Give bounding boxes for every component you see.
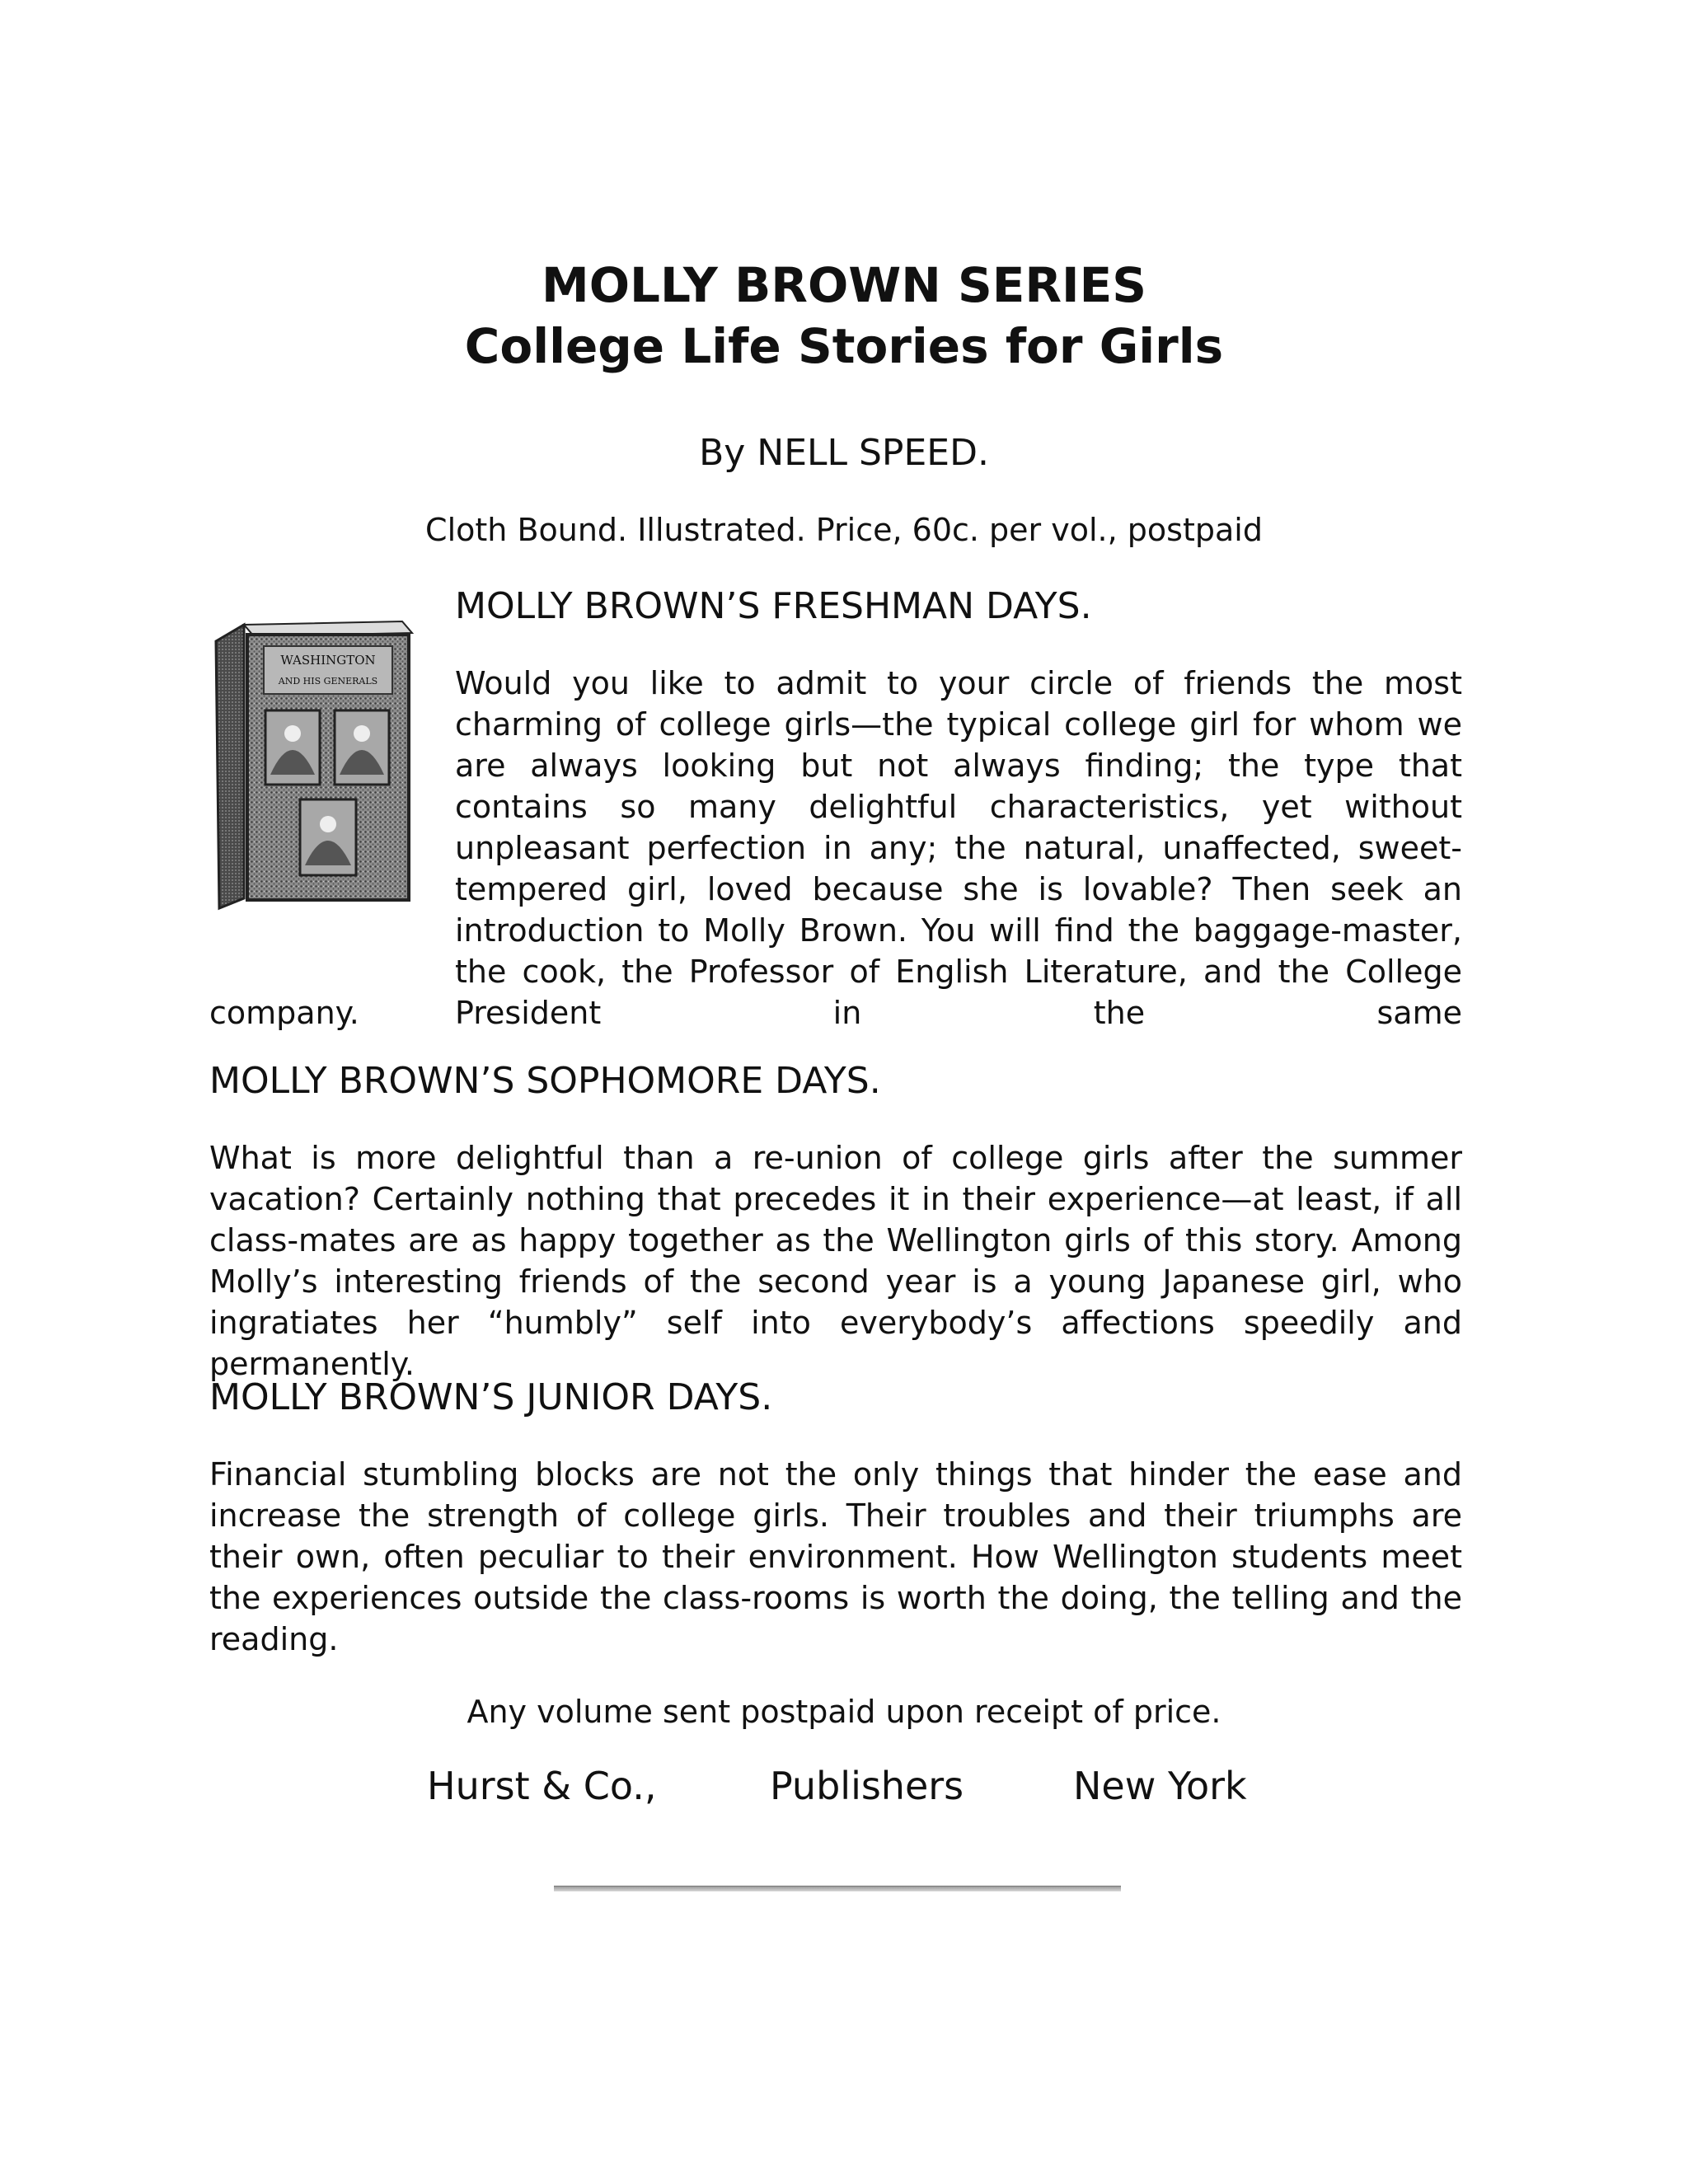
horizontal-rule (554, 1886, 1121, 1891)
section-heading-freshman: MOLLY BROWN’S FRESHMAN DAYS. (455, 585, 1092, 627)
section-text-sophomore: What is more delightful than a re-union of college girls after the summer vacation? Certainly nothing that precedes it in their experience—at least, if all class-mates are as happy together as the Wellington girls of this story. Among Molly’s interesting friends of the second year is a young Japanese girl, who ingratiates her “humbly” self into everybody’s affections speedily and permanently. (209, 1140, 1462, 1382)
section-text-freshman-tail: company. (209, 995, 359, 1031)
author-line: By NELL SPEED. (699, 432, 989, 474)
publisher-city: New York (1073, 1764, 1247, 1808)
section-heading-sophomore: MOLLY BROWN’S SOPHOMORE DAYS. (209, 1060, 881, 1102)
series-subtitle: College Life Stories for Girls (464, 318, 1224, 374)
section-text-junior: Financial stumbling blocks are not the only things that hinder the ease and increase the strength of college girls. Their troubles and their triumphs are their own, often peculiar to their environment. How Wellington students meet the experiences outside the class-rooms is worth the doing, the telling and the reading. (209, 1456, 1462, 1657)
order-notice: Any volume sent postpaid upon receipt of price. (467, 1694, 1221, 1730)
series-title: MOLLY BROWN SERIES (541, 257, 1146, 313)
section-text-freshman: Would you like to admit to your circle of friends the most charming of college girls—the typical college girl for whom we are always looking but not always finding; the type that contains so many delightful characteristics, yet without unpleasant perfection in any; the natural, unaffected, sweet-tempered girl, loved because she is lovable? Then seek an introduction to Molly Brown. You will find the baggage-master, the cook, the Professor of English Literature, and the College President in the same (455, 665, 1462, 1031)
svg-text:AND HIS GENERALS: AND HIS GENERALS (278, 676, 378, 687)
publisher-role: Publishers (770, 1764, 964, 1808)
section-heading-junior: MOLLY BROWN’S JUNIOR DAYS. (209, 1376, 773, 1418)
book-cover-illustration (211, 618, 417, 911)
svg-text:WASHINGTON: WASHINGTON (280, 653, 376, 668)
pricing-line: Cloth Bound. Illustrated. Price, 60c. per vol., postpaid (425, 512, 1263, 548)
publisher-name: Hurst & Co., (427, 1764, 657, 1808)
